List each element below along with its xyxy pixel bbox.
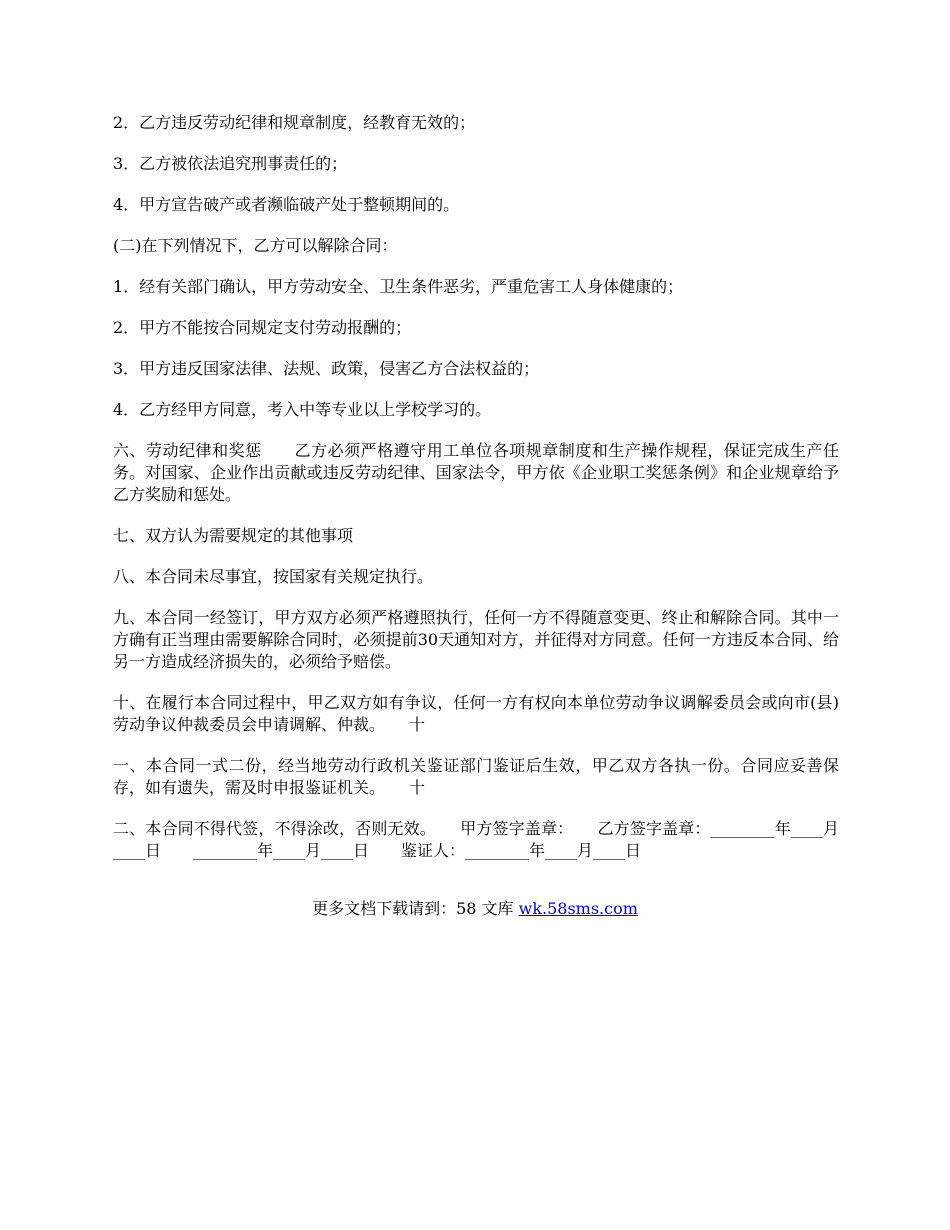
paragraph-clause-5-1-4: 4．甲方宣告破产或者濒临破产处于整顿期间的。 <box>113 195 460 214</box>
paragraph-clause-6: 六、劳动纪律和奖惩 乙方必须严格遵守用工单位各项规章制度和生产操作规程，保证完成生产任务。对国家、企业作出贡献或违反劳动纪律、国家法令，甲方依《企业职工奖惩条例》和企业规章给予乙方奖励和惩处。 <box>113 441 839 504</box>
paragraph-clause-12-signatures: 二、本合同不得代签，不得涂改，否则无效。 甲方签字盖章： 乙方签字盖章：________年____月____日 ________年____月____日 鉴证人：________年____月____日 <box>113 819 839 860</box>
paragraph-clause-5-1-3: 3．乙方被依法追究刑事责任的； <box>113 154 348 173</box>
footer-link[interactable]: wk.58sms.com <box>518 899 638 918</box>
download-footer <box>0 898 950 920</box>
document-body <box>113 112 839 881</box>
paragraph-clause-5-2-1: 1．经有关部门确认，甲方劳动安全、卫生条件恶劣，严重危害工人身体健康的； <box>113 277 684 296</box>
paragraph-clause-7: 七、双方认为需要规定的其他事项 <box>113 526 354 545</box>
paragraph-clause-9: 九、本合同一经签订，甲方双方必须严格遵照执行，任何一方不得随意变更、终止和解除合同。其中一方确有正当理由需要解除合同时，必须提前30天通知对方，并征得对方同意。任何一方违反本合同、给另一方造成经济损失的，必须给予赔偿。 <box>113 608 839 671</box>
paragraph-clause-5-2-2: 2．甲方不能按合同规定支付劳动报酬的； <box>113 318 412 337</box>
paragraph-clause-5-2-3: 3．甲方违反国家法律、法规、政策，侵害乙方合法权益的； <box>113 359 540 378</box>
paragraph-clause-5-2-4: 4．乙方经甲方同意，考入中等专业以上学校学习的。 <box>113 400 492 419</box>
paragraph-clause-11: 一、本合同一式二份，经当地劳动行政机关鉴证部门鉴证后生效，甲乙双方各执一份。合同应妥善保存，如有遗失，需及时申报鉴证机关。 十 <box>113 756 839 797</box>
paragraph-clause-8: 八、本合同未尽事宜，按国家有关规定执行。 <box>113 567 434 586</box>
paragraph-clause-5-1-2: 2．乙方违反劳动纪律和规章制度，经教育无效的； <box>113 113 476 132</box>
paragraph-clause-10: 十、在履行本合同过程中，甲乙双方如有争议，任何一方有权向本单位劳动争议调解委员会或向市(县)劳动争议仲裁委员会申请调解、仲裁。 十 <box>113 693 839 734</box>
footer-text: 更多文档下载请到：58 文库 <box>312 899 519 918</box>
paragraph-clause-5-2-heading: (二)在下列情况下，乙方可以解除合同： <box>113 236 398 255</box>
